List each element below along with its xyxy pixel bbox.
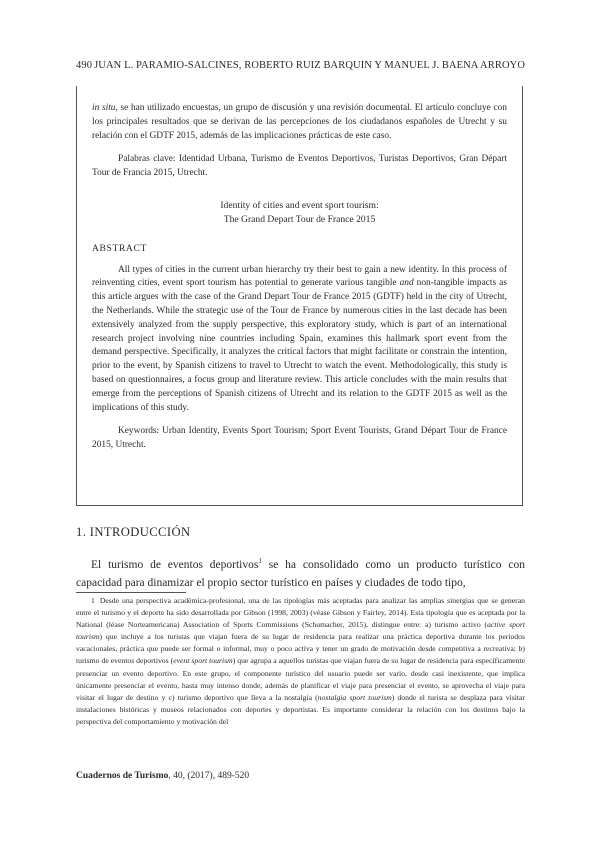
page-number: 490 (76, 60, 93, 71)
spanish-summary-text: , se han utilizado encuestas, un grupo de discusión y una revisión documental. El artículo concluye con los principales resultados que se derivan de las percepciones de los ciudadanos españoles de Utrecht y su relación con el GDTF 2015, además de las implicaciones prácticas de este caso. (92, 103, 507, 141)
journal-citation: , 40, (2017), 489-520 (168, 771, 250, 781)
intro-text-rest: se ha consolidado como un producto turístico con capacidad para dinamizar el propio sector turístico en países y ciudades de todo tipo, (76, 558, 525, 589)
footnote-reference[interactable]: 1 (258, 557, 262, 565)
footnote-italic-b: event sport tourism (173, 656, 233, 666)
footnote-text-d: ) donde el turista se desplaza para visitar instalaciones históricas y museos relacionados con deportes y deportistas. Es importante considerar la relación con los destinos bajo la perspectiva del comportamiento y motivación del (76, 692, 525, 726)
abstract-part-1: All types of cities in the current urban hierarchy try their best to gain a new identity. In this process of reinventing cities, event sport tourism has potential to generate various tangible (92, 264, 507, 289)
journal-name: Cuadernos de Turismo (76, 771, 169, 781)
english-title-line-2: The Grand Depart Tour de France 2015 (223, 213, 376, 225)
in-situ-italic: in situ (92, 103, 116, 113)
footnote-italic-c: nostalgia sport tourism (317, 692, 392, 702)
footnote-divider (76, 592, 186, 593)
abstract-part-2: non-tangible impacts as this article argues with the case of the Grand Depart Tour de France 2015 (GDTF) held in the city of Utrecht, the Netherlands. While the strategic use of the Tour de France by numerous cities in the last decade has been extensively analyzed from the supply perspective, this exploratory study, which is part of an international research project involving nine countries including Spain, examines this hallmark sport event from the demand perspective. Specifically, it analyzes the critical factors that might facilitate or constrain the intention, prior to the event, by Spanish citizens to travel to Utrecht to watch the event. Methodologically, this study is based on questionnaires, a focus group and literature review. This article concludes with the main results that emerge from the perceptions of Spanish citizens of Utrecht and its relation to the GDTF 2015 as well as the implications of this study. (92, 278, 507, 413)
running-head (76, 60, 525, 71)
page-footer (76, 771, 249, 781)
footnote (76, 595, 525, 762)
english-title-line-1: Identity of cities and event sport tourism: (220, 199, 379, 211)
spanish-summary-continuation (92, 102, 507, 143)
abstract-italic-and: and (399, 278, 414, 289)
introduction-paragraph (76, 552, 525, 592)
abstract-text (92, 264, 507, 416)
footnote-number: 1 (91, 596, 95, 605)
section-heading: 1. INTRODUCCIÓN (76, 525, 191, 539)
abstract-heading: ABSTRACT (92, 242, 147, 254)
intro-text-start: El turismo de eventos deportivos (91, 558, 259, 571)
keywords: Keywords: Urban Identity, Events Sport Tourism; Sport Event Tourists, Grand Départ Tour de France 2015, Utrecht. (92, 426, 507, 451)
footnote-italic-a: active sport tourism (76, 620, 525, 642)
abstract-box (76, 86, 523, 506)
footnote-text-c: ) que agrupa a aquellos turistas que viajan fuera de su lugar de residencia para específicamente presenciar un evento deportivo. En este grupo, el componente turístico del usuario puede ser vario, desde casi inexistente, que implica únicamente presenciar el evento, hasta muy intenso donde, además de planificar el viaje para presenciar el evento, se aprovecha el viaje para visitar el lugar de destino y c) turismo deportivo que lleva a la nostalgia ( (76, 656, 525, 702)
palabras-clave: Palabras clave: Identidad Urbana, Turismo de Eventos Deportivos, Turistas Deportivos, Gran Départ Tour de Francia 2015, Utrecht. (92, 154, 507, 179)
footnote-text-a: Desde una perspectiva académica-profesional, una de las tipologías más aceptadas para analizar las amplias sinergias que se generan entre el turismo y el deporte ha sido desarrollada por Gibson (1998, 2003) (véase Gibson y Fairley, 2014). Esta tipología que es aceptada por la National (léase Norteamericana) Association of Sports Commissions (Schumacher, 2015), distingue entre: a) turismo activo ( (76, 596, 525, 630)
footnote-text-b: ) que incluye a los turistas que viajan fuera de su lugar de residencia para realizar una práctica deportiva durante los periodos vacacionales, práctica que puede ser formal o informal, muy o poco activa y tener un grado de motivación desde competitiva a recreativa; b) turismo de eventos deportivos ( (76, 632, 525, 666)
author-line: JUAN L. PARAMIO-SALCINES, ROBERTO RUIZ BARQUÍN Y MANUEL J. BAENA ARROYO (94, 60, 525, 71)
english-title (92, 199, 507, 227)
